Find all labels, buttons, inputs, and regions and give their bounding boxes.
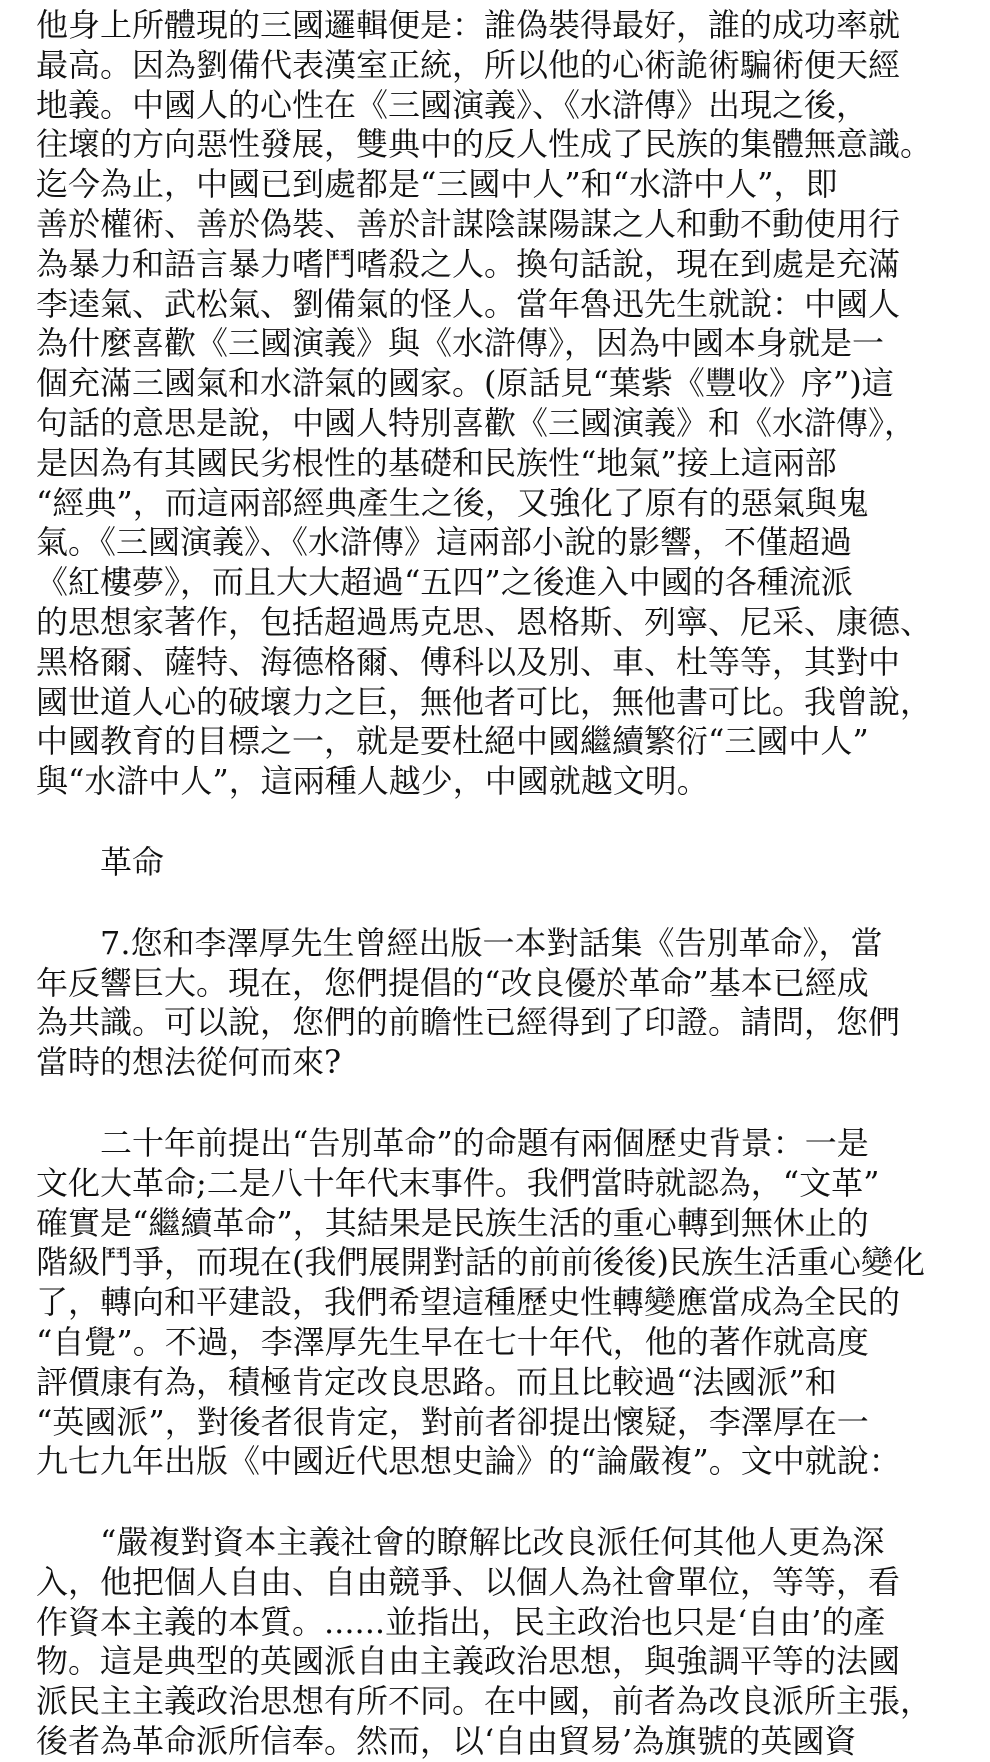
paragraph-three-kingdoms-logic [36, 6, 980, 802]
text-line: 物。這是典型的英國派自由主義政治思想，與強調平等的法國 [36, 1642, 901, 1681]
paragraph-answer [36, 1124, 980, 1482]
text-line: 為什麼喜歡《三國演義》與《水滸傳》，因為中國本身就是一 [36, 324, 885, 363]
text-line: 後者為革命派所信奉。然而，以‘自由貿易’為旗號的英國資 [36, 1722, 857, 1761]
paragraph-gap [36, 1083, 980, 1124]
text-line: 評價康有為，積極肯定改良思路。而且比較過“法國派”和 [36, 1362, 837, 1401]
text-line: “英國派”，對後者很肯定，對前者卻提出懷疑，李澤厚在一 [36, 1402, 869, 1441]
text-line: 階級鬥爭，而現在(我們展開對話的前前後後)民族生活重心變化 [36, 1243, 925, 1282]
text-line: 入，他把個人自由、自由競爭、以個人為社會單位，等等，看 [36, 1562, 901, 1601]
text-line: 最高。因為劉備代表漢室正統，所以他的心術詭術騙術便天經 [36, 45, 901, 84]
text-line: 迄今為止，中國已到處都是“三國中人”和“水滸中人”，即 [36, 165, 838, 204]
text-line: 是因為有其國民劣根性的基礎和民族性“地氣”接上這兩部 [36, 443, 837, 482]
text-line: 善於權術、善於偽裝、善於計謀陰謀陽謀之人和動不動使用行 [36, 204, 901, 243]
text-line: 黑格爾、薩特、海德格爾、傅科以及別、車、杜等等，其對中 [36, 642, 901, 681]
section-heading: 革命 [100, 842, 165, 881]
text-line: 年反響巨大。現在，您們提倡的“改良優於革命”基本已經成 [36, 963, 869, 1002]
paragraph-gap [36, 883, 980, 924]
text-line: 中國教育的目標之一，就是要杜絕中國繼續繁衍“三國中人” [36, 722, 869, 761]
text-line: 確實是“繼續革命”，其結果是民族生活的重心轉到無休止的 [36, 1203, 869, 1242]
text-line: 李逵氣、武松氣、劉備氣的怪人。當年魯迅先生就說：中國人 [36, 284, 901, 323]
text-line: 氣。《三國演義》、《水滸傳》這兩部小說的影響，不僅超過 [36, 523, 853, 562]
text-line: 國世道人心的破壞力之巨，無他者可比，無他書可比。我曾說， [36, 682, 933, 721]
text-line: 個充滿三國氣和水滸氣的國家。(原話見“葉紫《豐收》序”)這 [36, 364, 894, 403]
text-line: 文化大革命;二是八十年代末事件。我們當時就認為，“文革” [36, 1163, 880, 1202]
paragraph-gap [36, 802, 980, 843]
paragraph-question-7 [36, 924, 980, 1083]
text-line: 當時的想法從何而來? [36, 1043, 342, 1082]
text-line: 作資本主義的本質。......並指出，民主政治也只是‘自由’的產 [36, 1602, 886, 1641]
text-line: 的思想家著作，包括超過馬克思、恩格斯、列寧、尼采、康德、 [36, 602, 933, 641]
text-line: 地義。中國人的心性在《三國演義》、《水滸傳》出現之後， [36, 85, 869, 124]
text-line: 為共識。可以說，您們的前瞻性已經得到了印證。請問，您們 [36, 1003, 901, 1042]
text-line: 往壞的方向惡性發展，雙典中的反人性成了民族的集體無意識。 [36, 125, 933, 164]
text-line: 派民主主義政治思想有所不同。在中國，前者為改良派所主張， [36, 1682, 933, 1721]
text-line: 九七九年出版《中國近代思想史論》的“論嚴複”。文中就說： [36, 1442, 901, 1481]
text-line: “經典”，而這兩部經典產生之後，又強化了原有的惡氣與鬼 [36, 483, 869, 522]
text-line: “自覺”。不過，李澤厚先生早在七十年代，他的著作就高度 [36, 1322, 869, 1361]
text-line: 二十年前提出“告別革命”的命題有兩個歷史背景：一是 [100, 1123, 869, 1162]
paragraph-quote [36, 1523, 980, 1762]
text-line: 為暴力和語言暴力嗜鬥嗜殺之人。換句話說，現在到處是充滿 [36, 244, 901, 283]
text-line: 他身上所體現的三國邏輯便是：誰偽裝得最好，誰的成功率就 [36, 6, 901, 44]
text-line: 句話的意思是說，中國人特別喜歡《三國演義》和《水滸傳》， [36, 403, 917, 442]
text-line: “嚴複對資本主義社會的瞭解比改良派任何其他人更為深 [100, 1523, 885, 1562]
text-line: 了，轉向和平建設，我們希望這種歷史性轉變應當成為全民的 [36, 1283, 901, 1322]
text-line: 與“水滸中人”，這兩種人越少，中國就越文明。 [36, 762, 709, 801]
paragraph-gap [36, 1482, 980, 1523]
text-line: 7.您和李澤厚先生曾經出版一本對話集《告別革命》，當 [100, 923, 883, 962]
text-line: 《紅樓夢》，而且大大超過“五四”之後進入中國的各種流派 [36, 563, 853, 602]
